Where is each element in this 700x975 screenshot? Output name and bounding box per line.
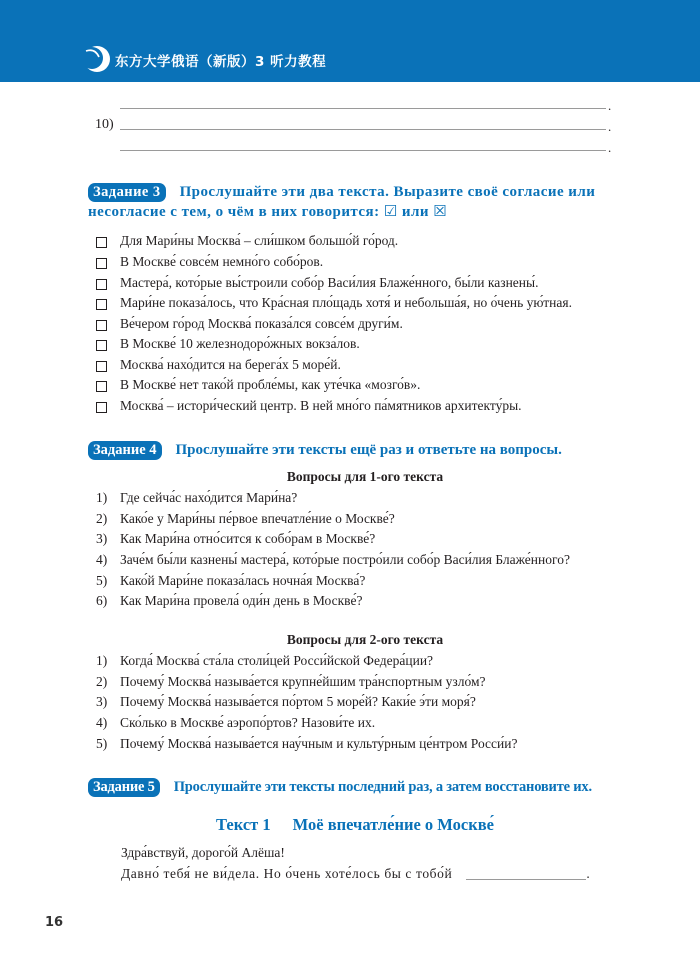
cross-icon: ☒ <box>433 202 448 220</box>
checkbox[interactable] <box>96 340 107 351</box>
checkbox[interactable] <box>96 361 107 372</box>
question-group-heading: Вопросы для 2-ого текста <box>286 632 444 647</box>
book-title: 东方大学俄语（新版）3 听力教程 <box>115 54 327 70</box>
question-group-heading: Вопросы для 1-ого текста <box>286 469 444 484</box>
paragraph-line: Давно́ тебя́ не ви́дела. Но о́чень хоте́лось бы с тобо́й . <box>121 866 590 881</box>
item-number: 10) <box>95 117 114 132</box>
text-title: Текст 1 Моё впечатле́ние о Москве́ <box>216 815 494 834</box>
checkbox[interactable] <box>96 402 107 413</box>
task-badge: Задание 5 <box>88 778 160 797</box>
task3-heading: Задание 3 Прослушайте эти два текста. Выразите своё согласие или несогласие с тем, о чём в них говорится: ☑ или ☒ <box>88 184 596 220</box>
answer-blank[interactable] <box>120 108 606 109</box>
answer-line-10[interactable]: 10) . <box>95 117 612 134</box>
answer-blank[interactable] <box>120 129 606 130</box>
crescent-logo-icon <box>83 45 111 73</box>
task-instruction: Прослушайте эти тексты ещё раз и ответьте на вопросы. <box>175 442 562 458</box>
checkbox[interactable] <box>96 299 107 310</box>
answer-blank[interactable] <box>120 150 606 151</box>
checkbox[interactable] <box>96 381 107 392</box>
answer-line[interactable]: . <box>0 138 700 158</box>
checkbox[interactable] <box>96 320 107 331</box>
check-icon: ☑ <box>383 202 398 220</box>
page-number: 16 <box>45 915 64 930</box>
task-badge: Задание 3 <box>88 183 166 202</box>
answer-line[interactable]: . <box>0 96 700 116</box>
book-header-bar <box>0 0 700 82</box>
task-instruction: Прослушайте эти два текста. Выразите своё согласие или несогласие с тем, о чём в них говорится: <box>88 184 596 220</box>
task-instruction: Прослушайте эти тексты последний раз, а затем восстановите их. <box>173 779 592 795</box>
task5-heading <box>88 778 618 797</box>
paragraph-line: Здра́вствуй, дорого́й Алёша! <box>121 845 285 860</box>
checkbox[interactable] <box>96 279 107 290</box>
fill-in-blank[interactable] <box>466 879 586 880</box>
task-badge: Задание 4 <box>88 441 162 460</box>
checkbox[interactable] <box>96 237 107 248</box>
checkbox[interactable] <box>96 258 107 269</box>
task4-heading <box>88 441 608 460</box>
